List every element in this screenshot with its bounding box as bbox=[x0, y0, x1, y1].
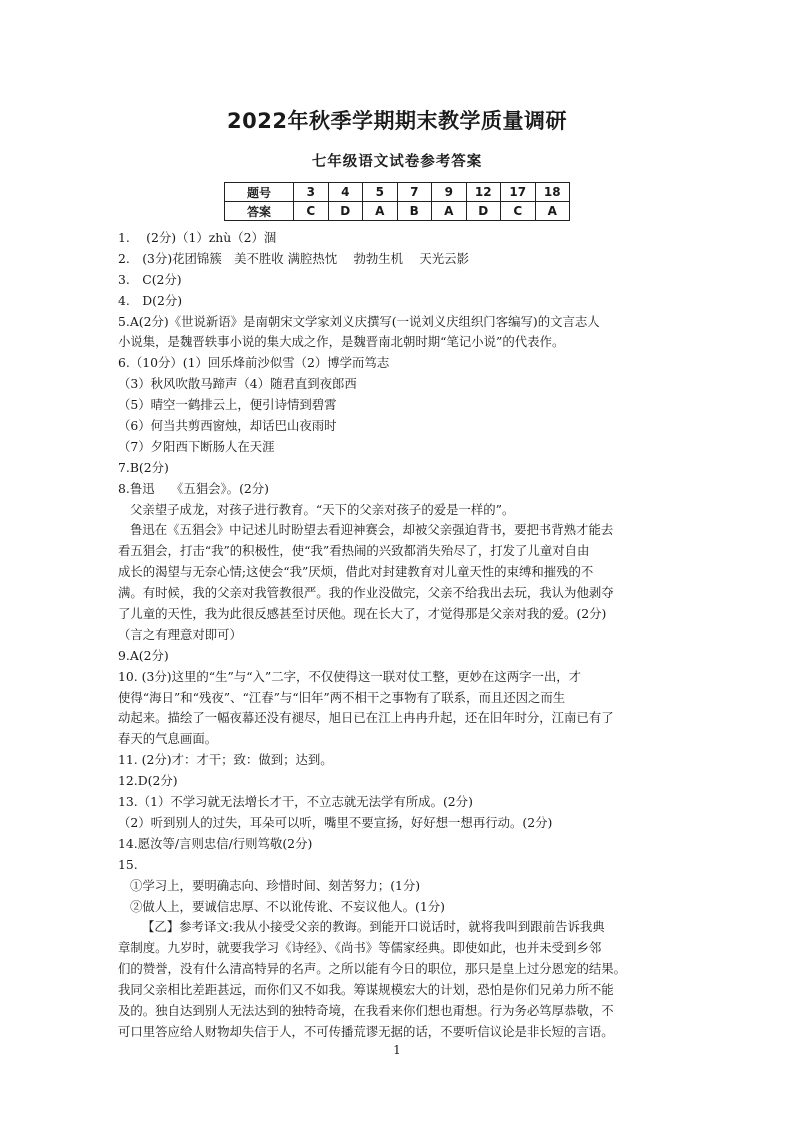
answer-line: 成长的渴望与无奈心情;这使会“我”厌烦，借此对封建教育对儿童天性的束缚和摧残的不 bbox=[118, 564, 594, 580]
page-number: 1 bbox=[393, 1043, 401, 1057]
question-number-cell: 4 bbox=[328, 183, 363, 202]
answer-line: （6）何当共剪西窗烛，却话巴山夜雨时 bbox=[118, 418, 337, 434]
answer-line: 【乙】参考译文:我从小接受父亲的教诲。到能开口说话时，就将我叫到跟前告诉我典 bbox=[142, 919, 605, 935]
question-number-cell: 18 bbox=[535, 183, 570, 202]
answer-line: 小说集，是魏晋轶事小说的集大成之作，是魏晋南北朝时期“笔记小说”的代表作。 bbox=[118, 334, 565, 350]
answer-line: 可口里答应给人财物却失信于人，不可传播荒谬无据的话，不要听信议论是非长短的言语。 bbox=[118, 1023, 614, 1039]
answer-table-header-label: 答案 bbox=[225, 202, 294, 221]
answer-line: （7）夕阳西下断肠人在天涯 bbox=[118, 438, 275, 454]
answer-line: 15. bbox=[118, 856, 138, 872]
answer-line: 动起来。描绘了一幅夜幕还没有褪尽，旭日已在江上冉冉升起，还在旧年时分，江南已有了 bbox=[118, 710, 614, 726]
answer-line: 春天的气息画面。 bbox=[118, 731, 218, 747]
answer-line: 了儿童的天性，我为此很反感甚至讨厌他。现在长大了，才觉得那是父亲对我的爱。(2分) bbox=[118, 606, 607, 622]
answer-line: 8.鲁迅 《五猖会》。(2分) bbox=[118, 480, 270, 496]
answer-line: 6.（10分）(1）回乐烽前沙似雪（2）博学而笃志 bbox=[118, 355, 390, 371]
answer-cell: B bbox=[397, 202, 432, 221]
answer-cell: D bbox=[328, 202, 363, 221]
answer-line: 看五猖会，打击“我”的积极性，使“我”看热闹的兴致都消失殆尽了，打发了儿童对自由 bbox=[118, 543, 590, 559]
answer-table-header-label: 题号 bbox=[225, 183, 294, 202]
answer-line: 12.D(2分) bbox=[118, 773, 178, 789]
answer-line: 2. (3分)花团锦簇 美不胜收 满腔热忱 勃勃生机 天光云影 bbox=[118, 250, 469, 266]
question-number-cell: 5 bbox=[363, 183, 398, 202]
answer-line: 9.A(2分) bbox=[118, 647, 169, 663]
answer-line: 满。有时候，我的父亲对我管教很严。我的作业没做完，父亲不给我出去玩，我认为他剥夺 bbox=[118, 585, 614, 601]
answer-line: 5.A(2分)《世说新语》是南朝宋文学家刘义庆撰写(一说刘义庆组织门客编写)的文言志人 bbox=[118, 313, 600, 329]
page-title: 2022年秋季学期期末教学质量调研 bbox=[227, 109, 567, 133]
answer-cell: C bbox=[294, 202, 329, 221]
answer-cell: A bbox=[363, 202, 398, 221]
page-subtitle: 七年级语文试卷参考答案 bbox=[311, 154, 483, 170]
answer-table bbox=[224, 182, 570, 221]
answer-line: 13.（1）不学习就无法增长才干，不立志就无法学有所成。(2分) bbox=[118, 794, 473, 810]
answer-line: 使得“海日”和“残夜”、“江春”与“旧年”两不相干之事物有了联系，而且还因之而生 bbox=[118, 689, 566, 705]
answer-line: 们的赞誉，没有什么清高特异的名声。之所以能有今日的职位，那只是皇上过分恩宠的结果。 bbox=[118, 961, 627, 977]
question-number-cell: 7 bbox=[397, 183, 432, 202]
answer-content bbox=[118, 228, 684, 1043]
answer-line: 1. (2分)（1）zhù（2）涸 bbox=[118, 230, 277, 245]
answer-line: 及的。独自达到别人无法达到的独特奇境，在我看来你们想也甭想。行为务必笃厚恭敬，不 bbox=[118, 1002, 614, 1018]
question-number-cell: 3 bbox=[294, 183, 329, 202]
answer-table-row-answers bbox=[225, 202, 570, 221]
answer-line: （2）听到别人的过失，耳朵可以听，嘴里不要宣扬，好好想一想再行动。(2分) bbox=[118, 814, 553, 830]
answer-line: 我同父亲相比差距甚远，而你们又不如我。筹谋规模宏大的计划，恐怕是你们兄弟力所不能 bbox=[118, 982, 614, 998]
answer-line: 7.B(2分) bbox=[118, 459, 169, 475]
answer-line: （3）秋风吹散马蹄声（4）随君直到夜郎西 bbox=[118, 376, 357, 392]
answer-line: ①学习上，要明确志向、珍惜时间、刻苦努力；(1分) bbox=[130, 877, 421, 893]
answer-line: 鲁迅在《五猖会》中记述儿时盼望去看迎神赛会，却被父亲强迫背书，要把书背熟才能去 bbox=[130, 522, 614, 538]
answer-cell: A bbox=[535, 202, 570, 221]
answer-line: 章制度。九岁时，就要我学习《诗经》、《尚书》等儒家经典。即使如此，也并未受到乡邻 bbox=[118, 940, 602, 956]
answer-line: 14.愿汝等/言则忠信/行则笃敬(2分) bbox=[118, 835, 313, 851]
answer-cell: A bbox=[432, 202, 467, 221]
question-number-cell: 9 bbox=[432, 183, 467, 202]
answer-table-row-numbers bbox=[225, 183, 570, 202]
answer-line: ②做人上，要诚信忠厚、不以讹传讹、不妄议他人。(1分) bbox=[130, 898, 445, 914]
answer-line: 3. C(2分) bbox=[118, 271, 182, 287]
question-number-cell: 12 bbox=[466, 183, 501, 202]
answer-line: 父亲望子成龙，对孩子进行教育。“天下的父亲对孩子的爱是一样的”。 bbox=[130, 501, 515, 517]
answer-line: 10. (3分)这里的“生”与“入”二字，不仅使得这一联对仗工整，更妙在这两字一出，才 bbox=[118, 668, 582, 684]
answer-line: （5）晴空一鹤排云上，便引诗情到碧霄 bbox=[118, 397, 337, 413]
answer-line: （言之有理意对即可） bbox=[118, 626, 242, 642]
answer-line: 4. D(2分) bbox=[118, 292, 183, 308]
answer-cell: C bbox=[501, 202, 536, 221]
question-number-cell: 17 bbox=[501, 183, 536, 202]
answer-cell: D bbox=[466, 202, 501, 221]
answer-line: 11. (2分)才：才干；致：做到；达到。 bbox=[118, 752, 333, 768]
